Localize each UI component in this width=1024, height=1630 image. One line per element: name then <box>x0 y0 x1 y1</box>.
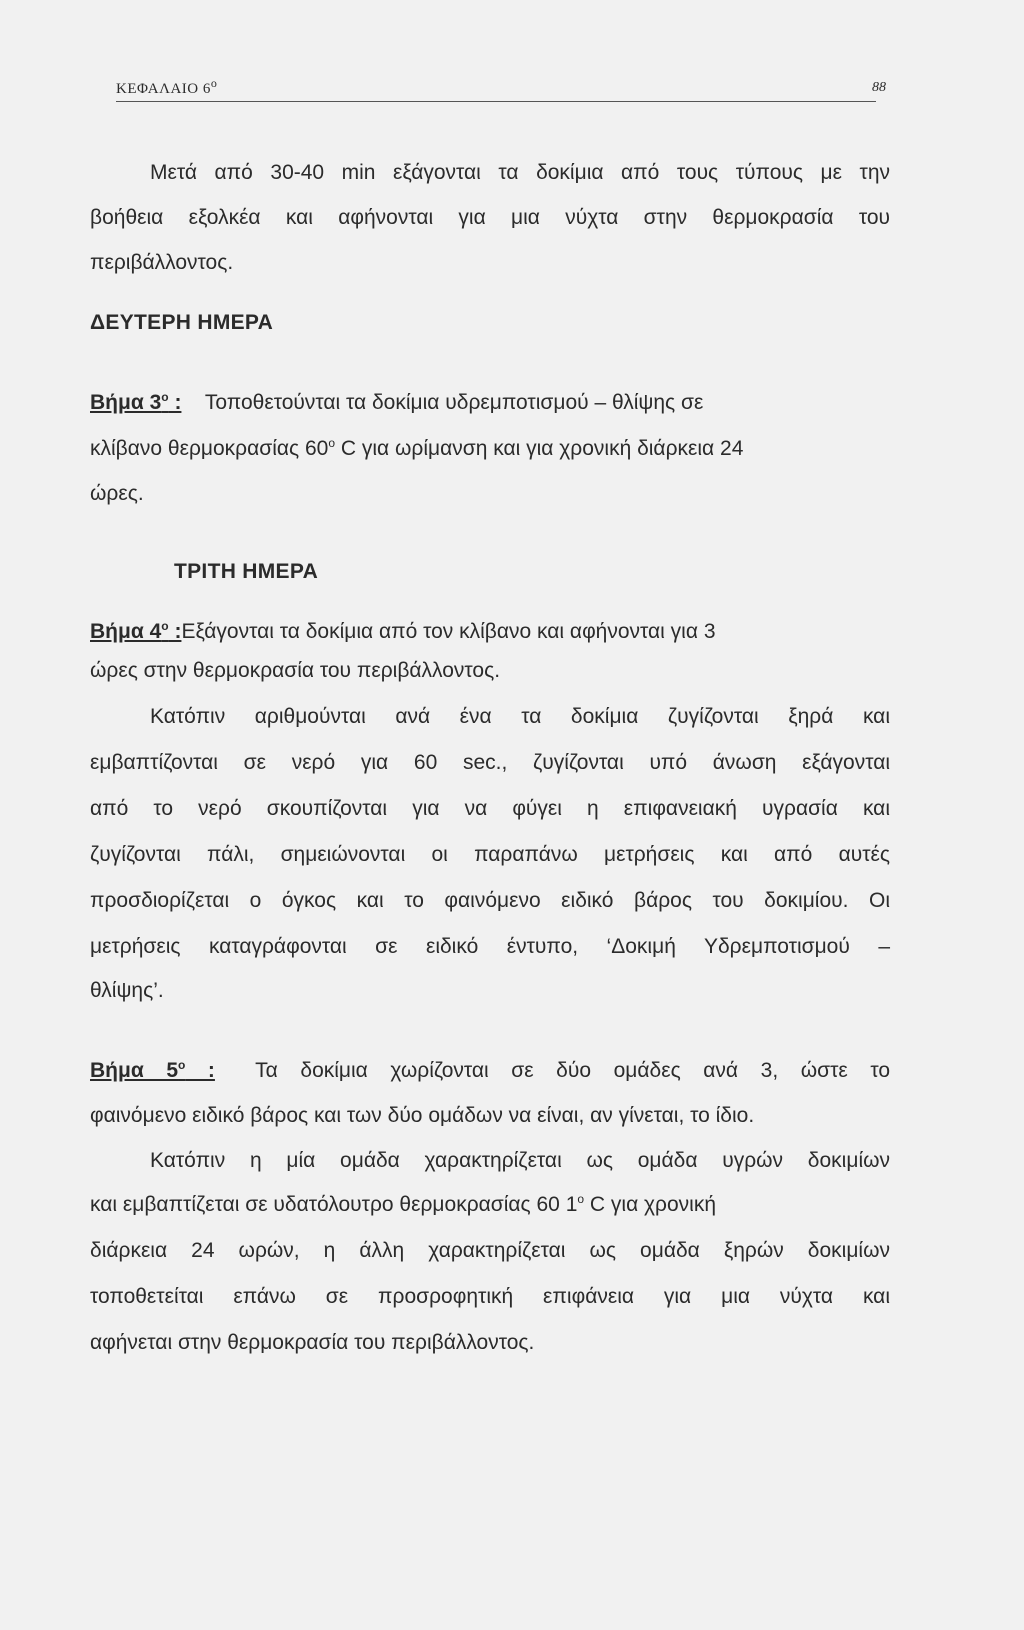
page-number: 88 <box>872 80 886 95</box>
step4-label <box>90 620 181 643</box>
intro-line-1: Μετά από 30-40 min εξάγονται τα δοκίμια από τους τύπους με την <box>150 161 890 184</box>
step3-text-1: Τοποθετούνται τα δοκίμια υδρεμποτισμού – θλίψης σε <box>204 391 704 414</box>
step5-line-1 <box>90 1059 890 1081</box>
para-line-1: Κατόπιν αριθμούνται ανά ένα τα δοκίμια ζυγίζονται ξηρά και <box>150 705 890 728</box>
step5-line-2: φαινόμενο ειδικό βάρος και των δύο ομάδων να είναι, αν γίνεται, το ίδιο. <box>90 1104 755 1127</box>
step3-line-2 <box>90 437 890 459</box>
para-line-5: προσδιορίζεται ο όγκος και το φαινόμενο ειδικό βάρος του δοκιμίου. Οι <box>90 889 890 912</box>
para-line-7: θλίψης’. <box>90 979 164 1002</box>
step3-line-1 <box>90 391 890 413</box>
final-line-3: διάρκεια 24 ωρών, η άλλη χαρακτηρίζεται ως ομάδα ξηρών δοκιμίων <box>90 1239 890 1262</box>
step3-degree: ο <box>161 390 169 404</box>
chapter-degree: ο <box>210 76 218 90</box>
section-title-day2: ΔΕΥΤΕΡΗ ΗΜΕΡΑ <box>90 311 274 334</box>
intro-line-3: περιβάλλοντος. <box>90 251 234 274</box>
step4-colon: : <box>168 620 182 643</box>
step4-text-1: Εξάγονται τα δοκίμια από τον κλίβανο και αφήνονται για 3 <box>181 620 716 643</box>
step3-label-text: Βήμα 3 <box>90 391 162 414</box>
step4-degree: ο <box>161 619 169 633</box>
final-line-2 <box>90 1193 890 1215</box>
header-rule <box>116 101 876 102</box>
para-line-4: ζυγίζονται πάλι, σημειώνονται οι παραπάνω μετρήσεις και από αυτές <box>90 843 890 866</box>
step5-label <box>90 1059 215 1082</box>
section-title-day3: ΤΡΙΤΗ ΗΜΕΡΑ <box>174 560 319 583</box>
step5-text-1: Τα δοκίμια χωρίζονται σε δύο ομάδες ανά 3, ώστε το <box>255 1059 891 1082</box>
chapter-label <box>116 76 217 98</box>
step3-colon: : <box>168 391 182 414</box>
step3-text-2a: κλίβανο θερμοκρασίας 60 <box>90 437 329 460</box>
step5-degree: ο <box>178 1058 186 1072</box>
para-line-6: μετρήσεις καταγράφονται σε ειδικό έντυπο, ‘Δοκιμή Υδρεμποτισμού – <box>90 935 890 958</box>
step4-line-2: ώρες στην θερμοκρασία του περιβάλλοντος. <box>90 659 501 682</box>
step3-text-2b: C για ωρίμανση και για χρονική διάρκεια 24 <box>335 437 744 460</box>
page-header <box>116 76 886 100</box>
step3-temp-degree: ο <box>328 436 336 450</box>
step5-colon: : <box>185 1059 215 1082</box>
step3-line-3: ώρες. <box>90 482 144 505</box>
para-line-3: από το νερό σκουπίζονται για να φύγει η επιφανειακή υγρασία και <box>90 797 890 820</box>
para-line-2: εμβαπτίζονται σε νερό για 60 sec., ζυγίζονται υπό άνωση εξάγονται <box>90 751 890 774</box>
final-line-1: Κατόπιν η μία ομάδα χαρακτηρίζεται ως ομάδα υγρών δοκιμίων <box>150 1149 890 1172</box>
intro-line-2: βοήθεια εξολκέα και αφήνονται για μια νύχτα στην θερμοκρασία του <box>90 206 890 229</box>
final-line-5: αφήνεται στην θερμοκρασία του περιβάλλοντος. <box>90 1331 535 1354</box>
chapter-text: ΚΕΦΑΛΑΙΟ 6 <box>116 81 211 97</box>
step4-label-text: Βήμα 4 <box>90 620 162 643</box>
final-text-2b: C για χρονική <box>584 1193 717 1216</box>
final-text-2a: και εμβαπτίζεται σε υδατόλουτρο θερμοκρασίας 60 1 <box>90 1193 578 1216</box>
step4-line-1 <box>90 620 890 642</box>
step5-label-text: Βήμα 5 <box>90 1059 179 1082</box>
final-line-4: τοποθετείται επάνω σε προσροφητική επιφάνεια για μια νύχτα και <box>90 1285 890 1308</box>
final-temp-degree: ο <box>577 1192 585 1206</box>
step3-label <box>90 391 181 414</box>
